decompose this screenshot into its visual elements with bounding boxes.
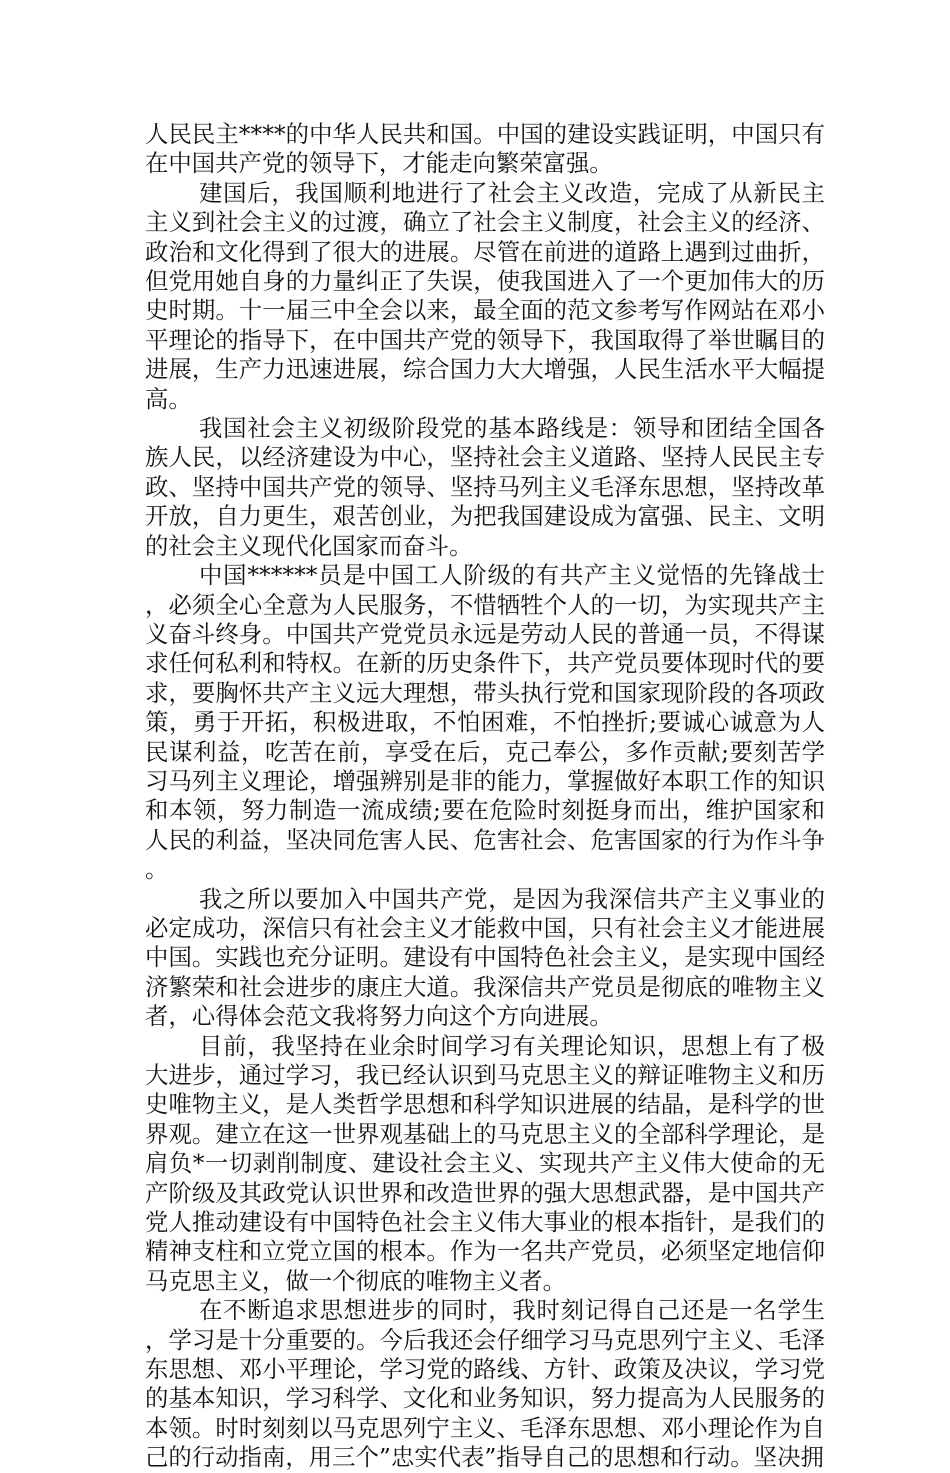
paragraph-theory-study: 目前，我坚持在业余时间学习有关理论知识，思想上有了极大进步，通过学习，我已经认识到马克思主义的辩证唯物主义和历史唯物主义，是人类哲学思想和科学知识进展的结晶，是科学的世界观。建立在这一世界观基础上的马克思主义的全部科学理论，是肩负*一切剥削制度、建设社会主义、实现共产主义伟大使命的无产阶级及其政党认识世界和改造世界的强大思想武器，是中国共产党人推动建设有中国特色社会主义伟大事业的根本指针，是我们的精神支柱和立党立国的根本。作为一名共产党员，必须坚定地信仰马克思主义，做一个彻底的唯物主义者。 <box>145 1031 825 1295</box>
paragraph-party-member-duties: 中国******员是中国工人阶级的有共产主义觉悟的先锋战士，必须全心全意为人民服务，不惜牺牲个人的一切，为实现共产主义奋斗终身。中国共产党党员永远是劳动人民的普通一员，不得谋求任何私利和特权。在新的历史条件下，共产党员要体现时代的要求，要胸怀共产主义远大理想，带头执行党和国家现阶段的各项政策，勇于开拓，积极进取，不怕困难，不怕挫折;要诚心诚意为人民谋利益，吃苦在前，享受在后，克己奉公，多作贡献;要刻苦学习马列主义理论，增强辨别是非的能力，掌握做好本职工作的知识和本领，努力制造一流成绩;要在危险时刻挺身而出，维护国家和人民的利益，坚决同危害人民、危害社会、危害国家的行为作斗争。 <box>145 561 825 884</box>
paragraph-continuation: 人民民主****的中华人民共和国。中国的建设实践证明，中国只有在中国共产党的领导下，才能走向繁荣富强。 <box>145 120 825 178</box>
paragraph-post-founding: 建国后，我国顺利地进行了社会主义改造，完成了从新民主主义到社会主义的过渡，确立了社会主义制度，社会主义的经济、政治和文化得到了很大的进展。尽管在前进的道路上遇到过曲折，但党用她自身的力量纠正了失误，使我国进入了一个更加伟大的历史时期。十一届三中全会以来，最全面的范文参考写作网站在邓小平理论的指导下，在中国共产党的领导下，我国取得了举世瞩目的进展，生产力迅速进展，综合国力大大增强，人民生活水平大幅提高。 <box>145 178 825 413</box>
paragraph-basic-line: 我国社会主义初级阶段党的基本路线是：领导和团结全国各族人民，以经济建设为中心，坚持社会主义道路、坚持人民民主专政、坚持中国共产党的领导、坚持马列主义毛泽东思想，坚持改革开放，自力更生，艰苦创业，为把我国建设成为富强、民主、文明的社会主义现代化国家而奋斗。 <box>145 414 825 560</box>
paragraph-reason-for-joining: 我之所以要加入中国共产党，是因为我深信共产主义事业的必定成功，深信只有社会主义才能救中国，只有社会主义才能进展中国。实践也充分证明。建设有中国特色社会主义，是实现中国经济繁荣和社会进步的康庄大道。我深信共产党员是彻底的唯物主义者，心得体会范文我将努力向这个方向进展。 <box>145 884 825 1031</box>
document-body <box>145 120 825 1473</box>
paragraph-future-study: 在不断追求思想进步的同时，我时刻记得自己还是一名学生，学习是十分重要的。今后我还会仔细学习马克思列宁主义、毛泽东思想、邓小平理论，学习党的路线、方针、政策及决议，学习党的基本知识，学习科学、文化和业务知识，努力提高为人民服务的本领。时时刻刻以马克思列宁主义、毛泽东思想、邓小理论作为自己的行动指南，用三个”忠实代表”指导自己的思想和行动。坚决拥 <box>145 1296 825 1472</box>
